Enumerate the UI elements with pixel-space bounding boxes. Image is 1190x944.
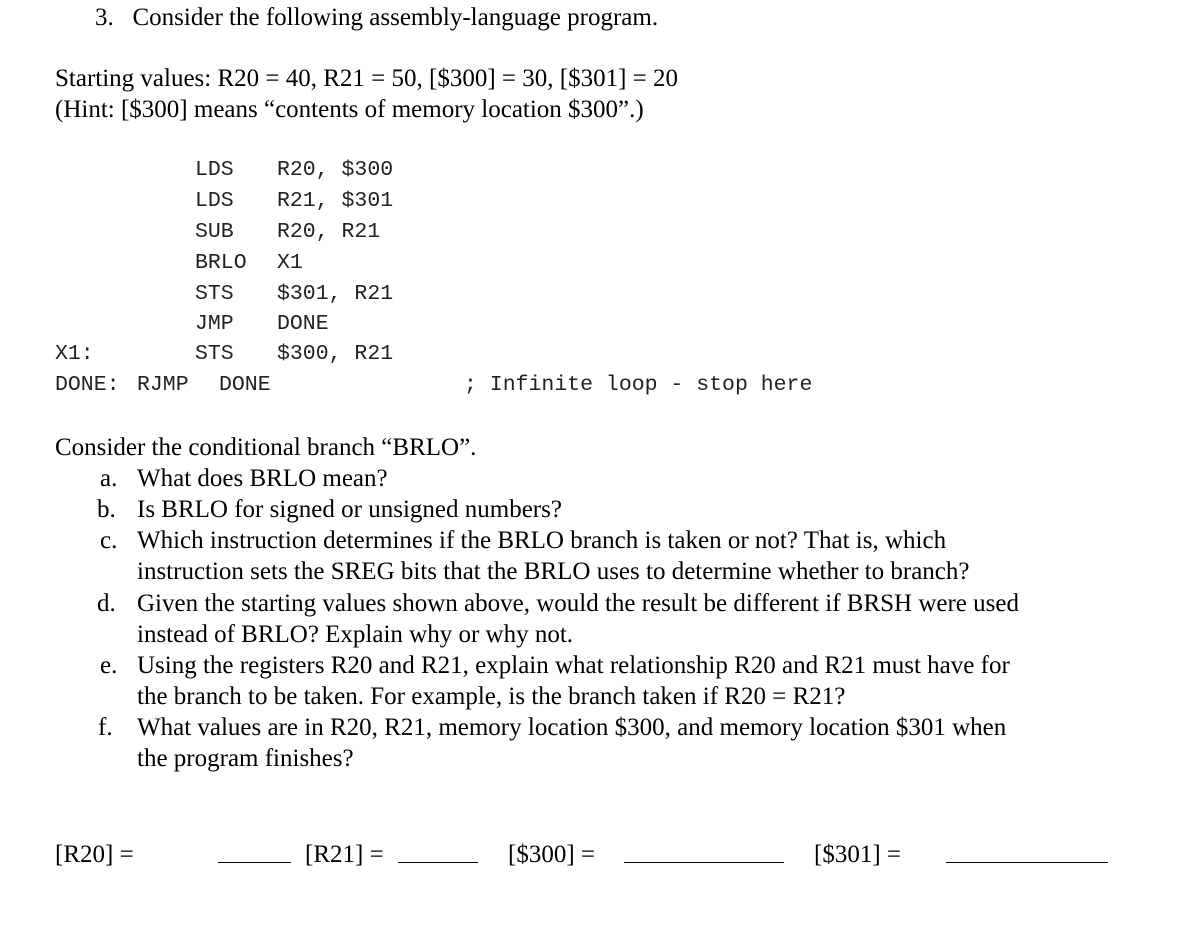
answer-blank-r21[interactable] — [398, 862, 478, 863]
code-line: STS $301, R21 — [195, 282, 394, 306]
code-line: LDS R20, $300 — [195, 158, 394, 182]
answer-blank-300[interactable] — [624, 862, 784, 863]
code-line: JMP DONE — [195, 312, 329, 336]
answer-label-301: [$301] = — [814, 841, 901, 868]
answer-blank-r20[interactable] — [218, 862, 291, 863]
starting-values: Starting values: R20 = 40, R21 = 50, [$300] = 30, [$301] = 20 — [55, 65, 679, 92]
code-line: DONE: RJMP DONE — [55, 373, 271, 397]
code-line: X1: STS $300, R21 — [55, 342, 394, 366]
code-line: SUB R20, R21 — [195, 220, 381, 244]
answer-label-r20: [R20] = — [55, 841, 134, 868]
code-line: LDS R21, $301 — [195, 189, 394, 213]
branch-intro: Consider the conditional branch “BRLO”. — [55, 434, 477, 461]
code-line: BRLO X1 — [195, 251, 303, 275]
question-header — [95, 2, 658, 33]
code-comment: ; Infinite loop - stop here — [464, 373, 813, 397]
question-number: 3. — [95, 4, 114, 31]
hint: (Hint: [$300] means “contents of memory location $300”.) — [55, 96, 644, 123]
question-title: Consider the following assembly-language program. — [132, 4, 659, 31]
answer-blank-301[interactable] — [946, 862, 1108, 863]
answer-label-300: [$300] = — [508, 841, 595, 868]
answer-label-r21: [R21] = — [305, 841, 384, 868]
